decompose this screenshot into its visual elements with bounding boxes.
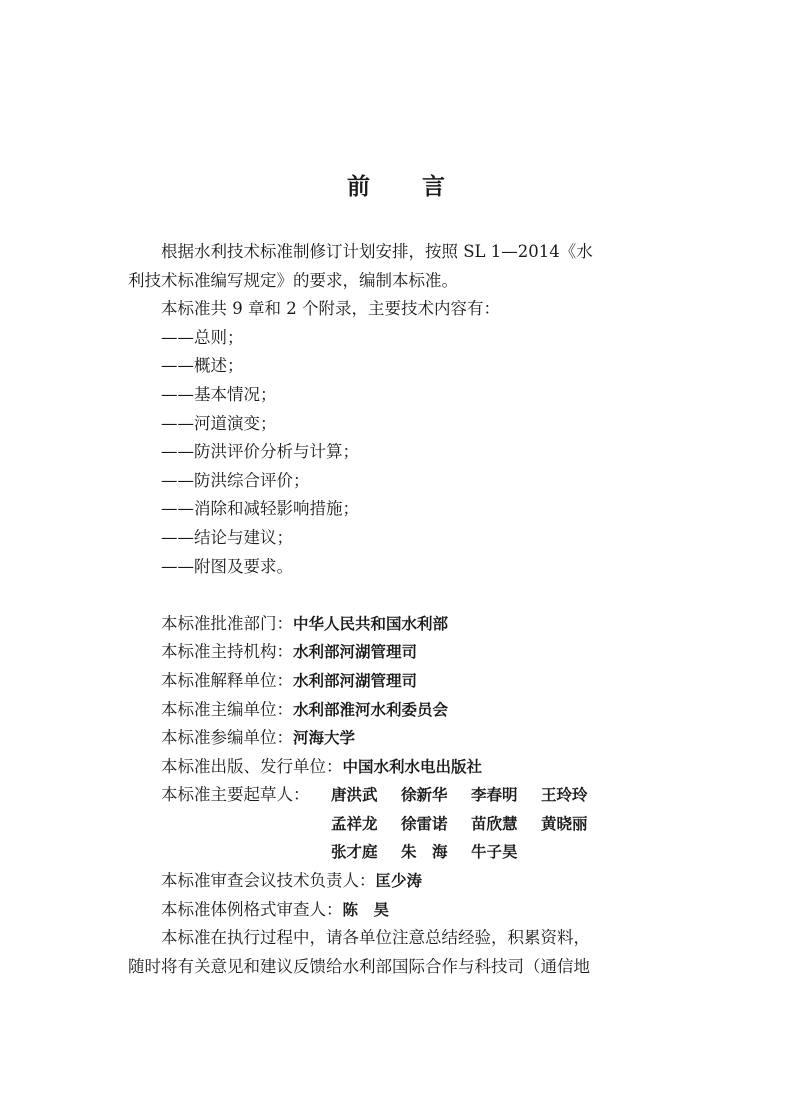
closing-line-1: 本标准在执行过程中，请各单位注意总结经验，积累资料，: [161, 928, 590, 948]
info-approval: [128, 610, 648, 639]
info-value: 河海大学: [293, 729, 356, 748]
info-participant: [128, 724, 648, 753]
info-label: 本标准参编单位：: [161, 728, 293, 748]
title-char-2: 言: [422, 174, 445, 200]
info-label: 本标准解释单位：: [161, 670, 293, 690]
review-value: 陈 昊: [342, 900, 390, 919]
info-interpret: [128, 667, 648, 696]
list-item: ——防洪综合评价；: [161, 470, 310, 490]
title-char-1: 前: [347, 174, 370, 200]
info-label: 本标准批准部门：: [161, 613, 293, 633]
drafter-name: 徐新华: [401, 786, 448, 805]
info-label: 本标准出版、发行单位：: [161, 756, 343, 776]
spacer: [128, 581, 648, 610]
drafter-name: 朱 海: [401, 843, 448, 862]
review-tech: [128, 867, 648, 896]
info-value: 中国水利水电出版社: [342, 757, 483, 776]
list-item: ——防洪评价分析与计算；: [161, 442, 359, 462]
drafter-name: 孟祥龙: [331, 814, 378, 833]
list-item: ——基本情况；: [161, 384, 277, 404]
info-label: 本标准主持机构：: [161, 642, 293, 662]
info-host: [128, 638, 648, 667]
list-item: ——结论与建议；: [161, 527, 293, 547]
list-item: ——附图及要求。: [161, 556, 293, 576]
review-value: 匡少涛: [375, 872, 423, 891]
review-format: [128, 896, 648, 925]
drafter-name: 张才庭: [331, 843, 378, 862]
info-value: 水利部河湖管理司: [293, 643, 418, 662]
drafter-name: 苗欣慧: [471, 814, 518, 833]
drafter-name: 徐雷诺: [401, 814, 448, 833]
info-editor: [128, 696, 648, 725]
info-value: 水利部河湖管理司: [293, 671, 418, 690]
list-item: ——总则；: [161, 327, 244, 347]
review-label: 本标准审查会议技术负责人：: [161, 871, 376, 891]
contents-intro: 本标准共 9 章和 2 个附录，主要技术内容有：: [161, 299, 500, 319]
contents-list: [128, 324, 648, 581]
info-label: 本标准主编单位：: [161, 699, 293, 719]
drafters-label: 本标准主要起草人：: [161, 785, 310, 805]
drafter-name: 牛子昊: [471, 843, 518, 862]
drafter-name: 唐洪武: [331, 786, 378, 805]
intro-line-2: 利技术标准编写规定》的要求，编制本标准。: [128, 270, 458, 290]
intro-line-1: 根据水利技术标准制修订计划安排，按照 SL 1—2014《水: [161, 242, 593, 261]
list-item: ——消除和减轻影响措施；: [161, 499, 359, 519]
drafter-name: 黄晓丽: [541, 814, 588, 833]
list-item: ——概述；: [161, 356, 244, 376]
list-item: ——河道演变；: [161, 413, 277, 433]
info-publisher: [128, 753, 648, 782]
closing-line-2: 随时将有关意见和建议反馈给水利部国际合作与科技司（通信地: [128, 956, 590, 976]
review-label: 本标准体例格式审查人：: [161, 899, 343, 919]
preface-body: [128, 238, 648, 981]
info-value: 中华人民共和国水利部: [293, 614, 449, 633]
info-value: 水利部淮河水利委员会: [293, 700, 449, 719]
drafters-row-2: [128, 810, 648, 839]
page-title: [0, 168, 792, 201]
drafter-name: 李春明: [471, 786, 518, 805]
drafters-row-1: [128, 781, 648, 810]
drafter-name: 王玲玲: [541, 786, 588, 805]
drafters-row-3: [128, 838, 648, 867]
